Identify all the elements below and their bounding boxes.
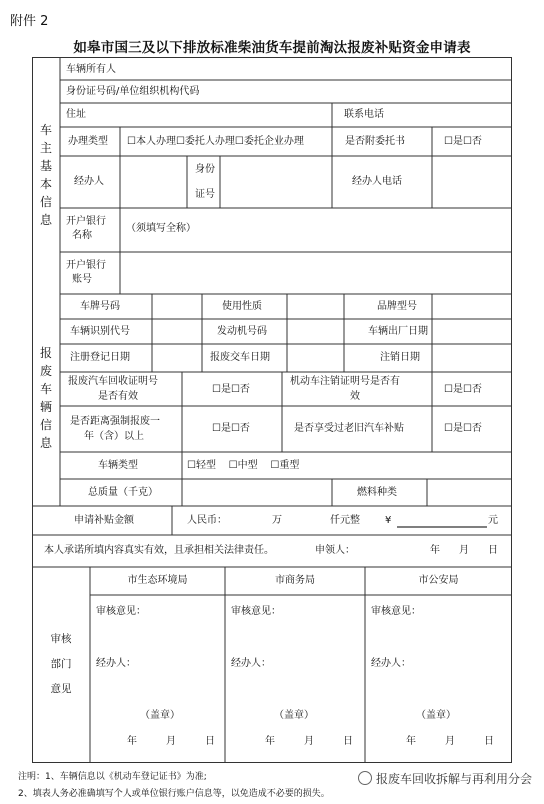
early-scrap-label-2: 年（含）以上 <box>84 431 144 442</box>
plate-number-label: 车牌号码 <box>80 301 120 312</box>
fuel-type-label: 燃料种类 <box>357 487 397 498</box>
cancel-cert-options[interactable]: ☐是☐否 <box>444 384 482 395</box>
review-month-2: 月 <box>304 736 314 747</box>
cancel-cert-label-1: 机动车注销证明号是否有 <box>290 376 400 387</box>
handler-id-label-2: 证号 <box>195 189 215 200</box>
review-seal-3: （盖章） <box>416 710 456 721</box>
handler-id-label-1: 身份 <box>195 164 215 175</box>
application-form <box>32 57 512 763</box>
proxy-letter-options[interactable]: ☐是☐否 <box>444 136 482 147</box>
recycle-cert-label-1: 报废汽车回收证明号 <box>68 376 158 387</box>
review-month-1: 月 <box>166 736 176 747</box>
old-subsidy-options[interactable]: ☐是☐否 <box>444 423 482 434</box>
review-year-1: 年 <box>127 736 137 747</box>
wechat-logo-icon <box>358 771 372 785</box>
review-opinion-1: 审核意见： <box>96 606 146 617</box>
engine-number-label: 发动机号码 <box>217 326 267 337</box>
bank-name-label-2: 名称 <box>72 230 92 241</box>
review-day-1: 日 <box>205 736 215 747</box>
review-year-3: 年 <box>406 736 416 747</box>
section-review-label: 审核部门意见 <box>50 633 72 695</box>
pledge-year: 年 <box>430 545 440 556</box>
annex-label: 附件 2 <box>10 14 49 29</box>
review-handler-1: 经办人： <box>96 658 136 669</box>
yen-sign: ¥ <box>385 515 392 526</box>
wan-unit: 万 <box>272 515 282 526</box>
review-seal-2: （盖章） <box>274 710 314 721</box>
review-handler-3: 经办人： <box>371 658 411 669</box>
pledge-day: 日 <box>488 545 498 556</box>
usage-label: 使用性质 <box>222 301 262 312</box>
cancel-cert-label-2: 效 <box>350 391 360 402</box>
bank-name-label-1: 开户银行 <box>66 216 106 227</box>
review-seal-1: （盖章） <box>140 710 180 721</box>
dept-commerce: 市商务局 <box>275 575 315 586</box>
proxy-letter-label: 是否附委托书 <box>345 136 405 147</box>
brand-model-label: 品牌型号 <box>377 301 417 312</box>
owner-name-label: 车辆所有人 <box>66 64 116 75</box>
rmb-label: 人民币： <box>187 515 227 526</box>
handover-date-label: 报废交车日期 <box>210 352 270 363</box>
vin-label: 车辆识别代号 <box>70 326 130 337</box>
vehicle-type-options[interactable]: ☐轻型 ☐中型 ☐重型 <box>187 460 300 471</box>
early-scrap-label-1: 是否距离强制报废一 <box>70 416 160 427</box>
early-scrap-options[interactable]: ☐是☐否 <box>212 423 250 434</box>
recycle-cert-label-2: 是否有效 <box>98 391 138 402</box>
vehicle-type-label: 车辆类型 <box>98 460 138 471</box>
recycle-cert-options[interactable]: ☐是☐否 <box>212 384 250 395</box>
cancel-date-label: 注销日期 <box>380 352 420 363</box>
review-month-3: 月 <box>445 736 455 747</box>
gross-mass-label: 总质量（千克） <box>88 487 158 498</box>
note-line-1: 注明：1、车辆信息以《机动车登记证书》为准; <box>18 772 207 782</box>
id-number-label: 身份证号码/单位组织机构代码 <box>66 86 200 97</box>
bank-name-hint: （须填写全称） <box>126 223 196 234</box>
review-opinion-2: 审核意见： <box>231 606 281 617</box>
address-label: 住址 <box>66 109 86 120</box>
watermark-text: 报废车回收拆解与再利用分会 <box>375 772 532 786</box>
review-year-2: 年 <box>265 736 275 747</box>
review-opinion-3: 审核意见： <box>371 606 421 617</box>
handler-label: 经办人 <box>74 176 104 187</box>
review-day-3: 日 <box>484 736 494 747</box>
phone-label: 联系电话 <box>344 109 384 120</box>
pledge-month: 月 <box>459 545 469 556</box>
bank-account-label-2: 账号 <box>72 274 92 285</box>
review-day-2: 日 <box>343 736 353 747</box>
handler-phone-label: 经办人电话 <box>352 176 402 187</box>
dept-ecology: 市生态环境局 <box>127 575 188 586</box>
subsidy-amount-label: 申请补贴金额 <box>74 515 134 526</box>
review-handler-2: 经办人： <box>231 658 271 669</box>
old-subsidy-label: 是否享受过老旧汽车补贴 <box>294 423 404 434</box>
yuan-unit: 元 <box>488 515 498 526</box>
registration-date-label: 注册登记日期 <box>70 352 130 363</box>
handling-type-label: 办理类型 <box>68 136 108 147</box>
bank-account-label-1: 开户银行 <box>66 260 106 271</box>
section-owner-label: 车主基本信息 <box>39 123 52 227</box>
section-vehicle-label: 报废车辆信息 <box>39 346 52 450</box>
handling-type-options[interactable]: ☐本人办理☐委托人办理☐委托企业办理 <box>127 136 304 147</box>
pledge-text: 本人承诺所填内容真实有效，且承担相关法律责任。 <box>44 545 274 556</box>
note-line-2: 2、填表人务必准确填写个人或单位银行账户信息等，以免造成不必要的损失。 <box>18 789 330 799</box>
factory-date-label: 车辆出厂日期 <box>368 326 428 337</box>
watermark <box>358 770 532 787</box>
applicant-label: 申领人： <box>315 545 355 556</box>
dept-police: 市公安局 <box>418 575 459 586</box>
qian-unit: 仟元整 <box>330 515 360 526</box>
form-title: 如皋市国三及以下排放标准柴油货车提前淘汰报废补贴资金申请表 <box>73 40 471 56</box>
